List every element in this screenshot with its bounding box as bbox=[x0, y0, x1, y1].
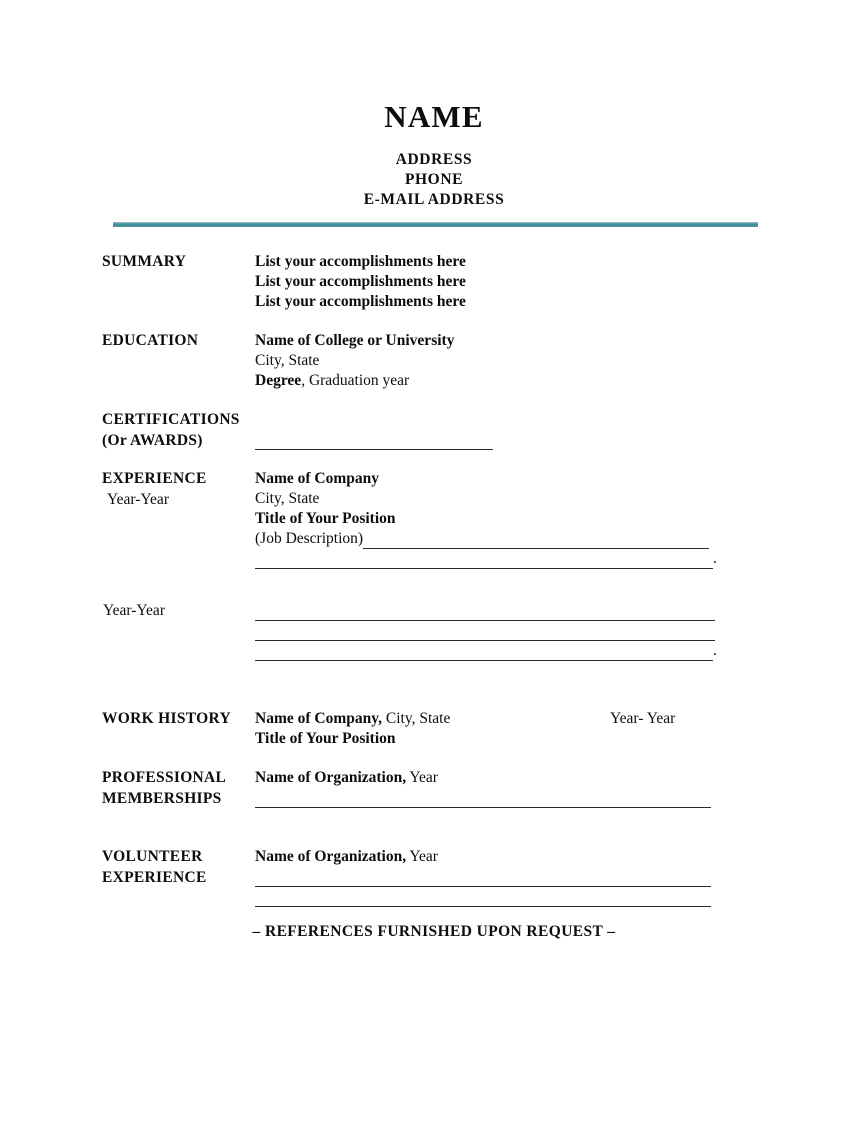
memberships-label-col bbox=[0, 768, 257, 809]
summary-item: List your accomplishments here bbox=[255, 293, 466, 310]
volunteer-fill-row bbox=[255, 867, 868, 887]
work-history-location: City, State bbox=[382, 710, 451, 727]
experience-fill-line[interactable] bbox=[255, 627, 715, 641]
work-history-company-row bbox=[255, 709, 868, 729]
work-history-label: WORK HISTORY bbox=[102, 710, 231, 727]
certifications-fill-line[interactable] bbox=[255, 436, 493, 450]
contact-block bbox=[0, 150, 868, 210]
section-work-history bbox=[0, 709, 868, 749]
education-location: City, State bbox=[255, 352, 320, 369]
memberships-fill-line[interactable] bbox=[255, 794, 711, 808]
volunteer-label-line1: VOLUNTEER bbox=[102, 848, 203, 865]
section-experience bbox=[0, 469, 868, 569]
references-note: – REFERENCES FURNISHED UPON REQUEST – bbox=[252, 923, 616, 940]
work-history-years: Year- Year bbox=[610, 710, 676, 727]
certifications-label-line2: (Or AWARDS) bbox=[102, 431, 203, 449]
experience-company: Name of Company bbox=[255, 470, 379, 487]
experience-period: . bbox=[713, 642, 717, 659]
contact-phone: PHONE bbox=[404, 171, 464, 188]
experience-period: . bbox=[713, 550, 717, 567]
certifications-blank-row bbox=[255, 410, 868, 430]
work-history-content bbox=[255, 709, 868, 749]
resume-footer bbox=[0, 923, 868, 941]
experience-years-1: Year-Year bbox=[107, 490, 169, 508]
summary-content bbox=[255, 252, 868, 312]
experience-title: Title of Your Position bbox=[255, 510, 396, 527]
section-professional-memberships bbox=[0, 768, 868, 809]
work-history-label-col bbox=[0, 709, 257, 730]
summary-label: SUMMARY bbox=[102, 253, 187, 270]
resume-header bbox=[0, 98, 868, 210]
header-divider-rule bbox=[113, 222, 758, 227]
experience-label: EXPERIENCE bbox=[102, 470, 207, 487]
experience-label-col bbox=[0, 469, 257, 510]
contact-address: ADDRESS bbox=[395, 151, 473, 168]
page-title: NAME bbox=[384, 99, 484, 134]
volunteer-year: Year bbox=[406, 848, 438, 865]
education-degree: Degree bbox=[255, 372, 302, 389]
education-degree-row bbox=[255, 371, 868, 391]
summary-label-col bbox=[0, 252, 257, 273]
education-content bbox=[255, 331, 868, 391]
section-volunteer-experience bbox=[0, 847, 868, 907]
work-history-company: Name of Company, bbox=[255, 710, 383, 727]
experience-job-description: (Job Description) bbox=[255, 530, 364, 547]
education-graduation-year: , Graduation year bbox=[301, 372, 410, 389]
experience-content bbox=[255, 469, 868, 569]
experience-second-content bbox=[255, 601, 868, 661]
certifications-label-line1: CERTIFICATIONS bbox=[102, 411, 240, 428]
experience-fill-line[interactable] bbox=[255, 607, 715, 621]
volunteer-fill-line[interactable] bbox=[255, 893, 711, 907]
work-history-title: Title of Your Position bbox=[255, 730, 396, 747]
experience-fill-row bbox=[255, 641, 868, 661]
education-label-col bbox=[0, 331, 257, 352]
memberships-organization: Name of Organization, bbox=[255, 769, 407, 786]
experience-fill-line[interactable] bbox=[255, 647, 713, 661]
volunteer-organization: Name of Organization, bbox=[255, 848, 407, 865]
experience-fill-line[interactable] bbox=[363, 535, 709, 549]
section-certifications bbox=[0, 410, 868, 451]
memberships-content bbox=[255, 768, 868, 808]
experience-fill-row bbox=[255, 549, 868, 569]
memberships-label-line2: MEMBERSHIPS bbox=[102, 789, 222, 807]
volunteer-fill-line[interactable] bbox=[255, 873, 711, 887]
summary-item: List your accomplishments here bbox=[255, 273, 466, 290]
experience-second-label-col bbox=[0, 601, 257, 622]
volunteer-label-col bbox=[0, 847, 257, 888]
memberships-year: Year bbox=[406, 769, 438, 786]
experience-fill-line[interactable] bbox=[255, 555, 713, 569]
section-education bbox=[0, 331, 868, 391]
certifications-content bbox=[255, 410, 868, 450]
experience-description-row bbox=[255, 529, 868, 549]
summary-item: List your accomplishments here bbox=[255, 253, 466, 270]
contact-email: E-MAIL ADDRESS bbox=[363, 191, 505, 208]
memberships-label-line1: PROFESSIONAL bbox=[102, 769, 227, 786]
section-summary bbox=[0, 252, 868, 312]
section-experience-second bbox=[0, 601, 868, 661]
volunteer-fill-row bbox=[255, 887, 868, 907]
experience-fill-row bbox=[255, 601, 868, 621]
education-label: EDUCATION bbox=[102, 332, 199, 349]
experience-years-2: Year-Year bbox=[103, 602, 165, 619]
certifications-label-col bbox=[0, 410, 257, 451]
memberships-fill-row bbox=[255, 788, 868, 808]
volunteer-organization-row bbox=[255, 847, 868, 867]
experience-fill-row bbox=[255, 621, 868, 641]
memberships-organization-row bbox=[255, 768, 868, 788]
volunteer-label-line2: EXPERIENCE bbox=[102, 868, 207, 886]
education-school: Name of College or University bbox=[255, 332, 455, 349]
resume-body bbox=[0, 252, 868, 907]
volunteer-content bbox=[255, 847, 868, 907]
certifications-blank-row bbox=[255, 430, 868, 450]
experience-location: City, State bbox=[255, 490, 320, 507]
